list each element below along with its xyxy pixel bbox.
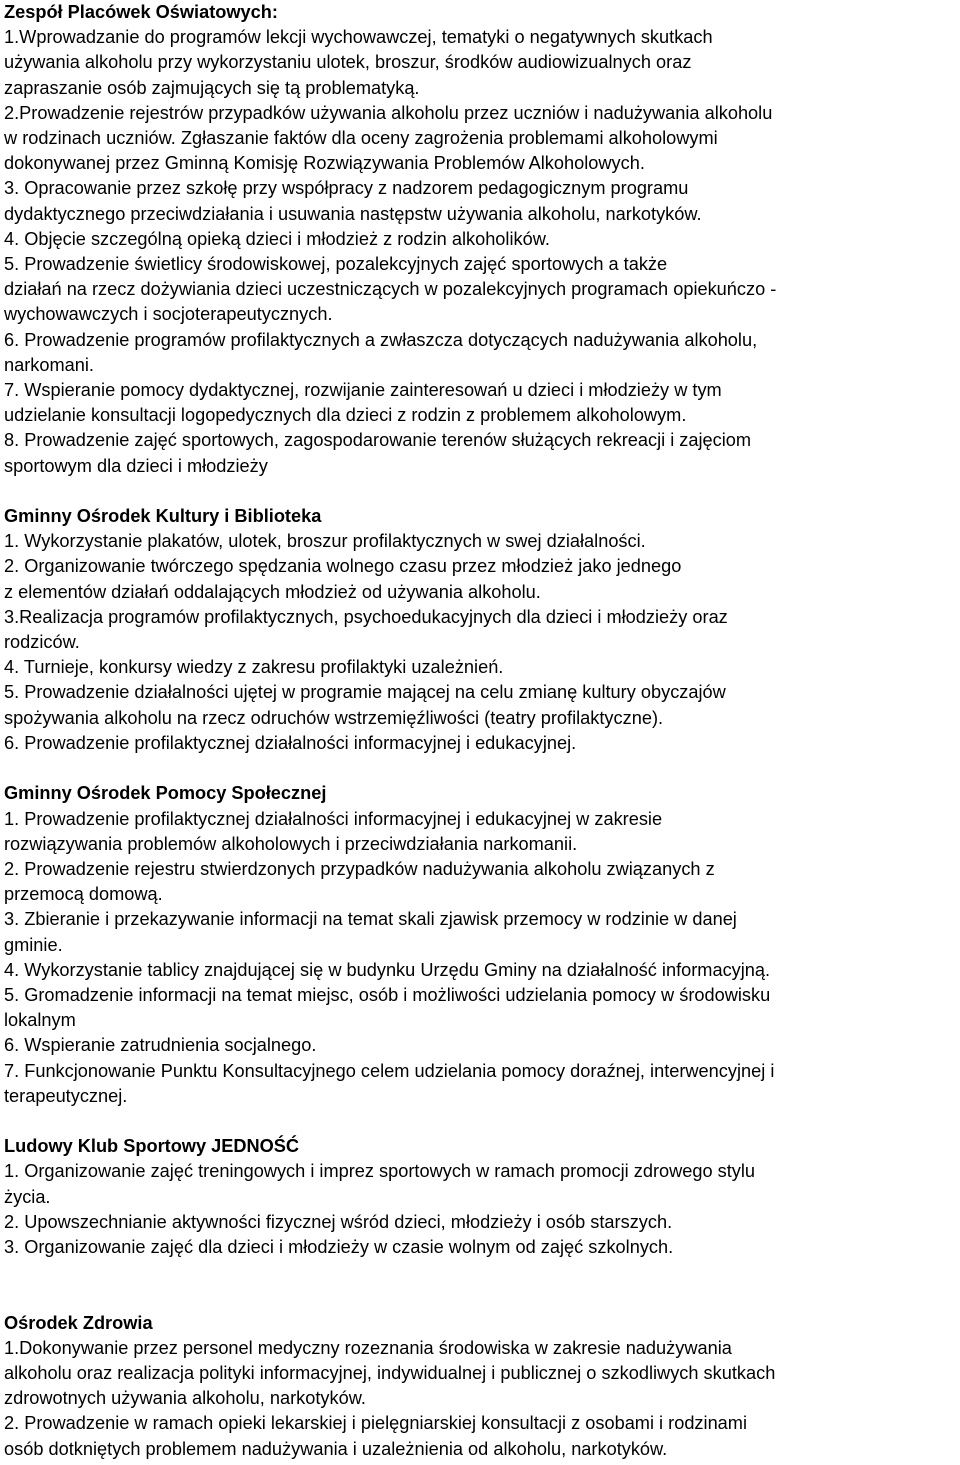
- text-line: 2. Prowadzenie w ramach opieki lekarskiej i pielęgniarskiej konsultacji z osobami i rodzinami: [4, 1413, 747, 1434]
- text-line: używania alkoholu przy wykorzystaniu ulotek, broszur, środków audiowizualnych oraz: [4, 52, 692, 73]
- text-line: 6. Prowadzenie programów profilaktycznych a zwłaszcza dotyczących nadużywania alkoholu,: [4, 329, 758, 350]
- text-line: rozwiązywania problemów alkoholowych i przeciwdziałania narkomanii.: [4, 833, 578, 854]
- text-line: z elementów działań oddalających młodzież od używania alkoholu.: [4, 581, 541, 602]
- text-line: udzielanie konsultacji logopedycznych dla dzieci z rodzin z problemem alkoholowym.: [4, 405, 687, 426]
- text-line: 4. Turnieje, konkursy wiedzy z zakresu profilaktyki uzależnień.: [4, 657, 504, 678]
- section-title: Gminny Ośrodek Pomocy Społecznej: [4, 783, 327, 804]
- text-line: 1.Wprowadzanie do programów lekcji wychowawczej, tematyki o negatywnych skutkach: [4, 27, 713, 48]
- text-line: terapeutycznej.: [4, 1085, 128, 1106]
- text-line: alkoholu oraz realizacja polityki informacyjnej, indywidualnej i publicznej o szkodliwych skutkach: [4, 1362, 776, 1383]
- text-line: 1. Organizowanie zajęć treningowych i imprez sportowych w ramach promocji zdrowego stylu: [4, 1161, 756, 1182]
- text-line: 4. Objęcie szczególną opieką dzieci i młodzież z rodzin alkoholików.: [4, 228, 550, 249]
- text-line: 2. Prowadzenie rejestru stwierdzonych przypadków nadużywania alkoholu związanych z: [4, 858, 715, 879]
- text-line: zapraszanie osób zajmujących się tą problematyką.: [4, 77, 420, 98]
- section-gops: [4, 781, 958, 1109]
- text-line: sportowym dla dzieci i młodzieży: [4, 455, 268, 476]
- text-line: życia.: [4, 1186, 51, 1207]
- text-line: zdrowotnych używania alkoholu, narkotyków.: [4, 1388, 366, 1409]
- text-line: dokonywanej przez Gminną Komisję Rozwiązywania Problemów Alkoholowych.: [4, 153, 645, 174]
- text-line: 3. Opracowanie przez szkołę przy współpracy z nadzorem pedagogicznym programu: [4, 178, 689, 199]
- blank-line: [4, 479, 958, 504]
- text-line: 7. Wspieranie pomocy dydaktycznej, rozwijanie zainteresowań u dzieci i młodzieży w tym: [4, 380, 722, 401]
- text-line: 3. Zbieranie i przekazywanie informacji na temat skali zjawisk przemocy w rodzinie w danej: [4, 909, 737, 930]
- section-gok-biblioteka: [4, 504, 958, 756]
- section-osrodek-zdrowia: [4, 1311, 958, 1462]
- text-line: wychowawczych i socjoterapeutycznych.: [4, 304, 333, 325]
- text-line: 1. Wykorzystanie plakatów, ulotek, broszur profilaktycznych w swej działalności.: [4, 531, 646, 552]
- text-line: 1.Dokonywanie przez personel medyczny rozeznania środowiska w zakresie nadużywania: [4, 1337, 732, 1358]
- text-line: rodziców.: [4, 632, 80, 653]
- text-line: 7. Funkcjonowanie Punktu Konsultacyjnego celem udzielania pomocy doraźnej, interwencyjnej i: [4, 1060, 775, 1081]
- text-line: spożywania alkoholu na rzecz odruchów wstrzemięźliwości (teatry profilaktyczne).: [4, 707, 664, 728]
- text-line: 6. Prowadzenie profilaktycznej działalności informacyjnej i edukacyjnej.: [4, 732, 577, 753]
- blank-line: [4, 1109, 958, 1134]
- text-line: narkomani.: [4, 354, 94, 375]
- document-page: [4, 0, 958, 1462]
- text-line: gminie.: [4, 934, 63, 955]
- text-line: osób dotkniętych problemem nadużywania i uzależnienia od alkoholu, narkotyków.: [4, 1438, 668, 1459]
- text-line: działań na rzecz dożywiania dzieci uczestniczących w pozalekcyjnych programach opiekuńczo -: [4, 279, 777, 300]
- section-title: Gminny Ośrodek Kultury i Biblioteka: [4, 506, 322, 527]
- section-title: Ośrodek Zdrowia: [4, 1312, 153, 1333]
- text-line: 5. Prowadzenie działalności ujętej w programie mającej na celu zmianę kultury obyczajów: [4, 682, 726, 703]
- section-zespol-placowek: [4, 0, 958, 479]
- text-line: 2. Upowszechnianie aktywności fizycznej wśród dzieci, młodzieży i osób starszych.: [4, 1211, 673, 1232]
- text-line: 2. Organizowanie twórczego spędzania wolnego czasu przez młodzież jako jednego: [4, 556, 682, 577]
- text-line: przemocą domową.: [4, 884, 163, 905]
- text-line: 6. Wspieranie zatrudnienia socjalnego.: [4, 1035, 317, 1056]
- text-line: 1. Prowadzenie profilaktycznej działalności informacyjnej i edukacyjnej w zakresie: [4, 808, 663, 829]
- blank-line: [4, 756, 958, 781]
- text-line: 3.Realizacja programów profilaktycznych, psychoedukacyjnych dla dzieci i młodzieży oraz: [4, 606, 728, 627]
- text-line: w rodzinach uczniów. Zgłaszanie faktów dla oceny zagrożenia problemami alkoholowymi: [4, 128, 718, 149]
- text-line: 4. Wykorzystanie tablicy znajdującej się w budynku Urzędu Gminy na działalność informacyjną.: [4, 959, 771, 980]
- text-line: 5. Gromadzenie informacji na temat miejsc, osób i możliwości udzielania pomocy w środowisku: [4, 984, 771, 1005]
- text-line: 3. Organizowanie zajęć dla dzieci i młodzieży w czasie wolnym od zajęć szkolnych.: [4, 1236, 674, 1257]
- text-line: 2.Prowadzenie rejestrów przypadków używania alkoholu przez uczniów i nadużywania alkoholu: [4, 102, 773, 123]
- text-line: dydaktycznego przeciwdziałania i usuwania następstw używania alkoholu, narkotyków.: [4, 203, 702, 224]
- section-lks-jednosc: [4, 1134, 958, 1260]
- text-line: 8. Prowadzenie zajęć sportowych, zagospodarowanie terenów służących rekreacji i zajęciom: [4, 430, 752, 451]
- section-title: Zespół Placówek Oświatowych:: [4, 2, 278, 22]
- blank-line: [4, 1285, 958, 1310]
- text-line: lokalnym: [4, 1010, 76, 1031]
- blank-line: [4, 1260, 958, 1285]
- text-line: 5. Prowadzenie świetlicy środowiskowej, pozalekcyjnych zajęć sportowych a także: [4, 254, 668, 275]
- section-title: Ludowy Klub Sportowy JEDNOŚĆ: [4, 1136, 300, 1157]
